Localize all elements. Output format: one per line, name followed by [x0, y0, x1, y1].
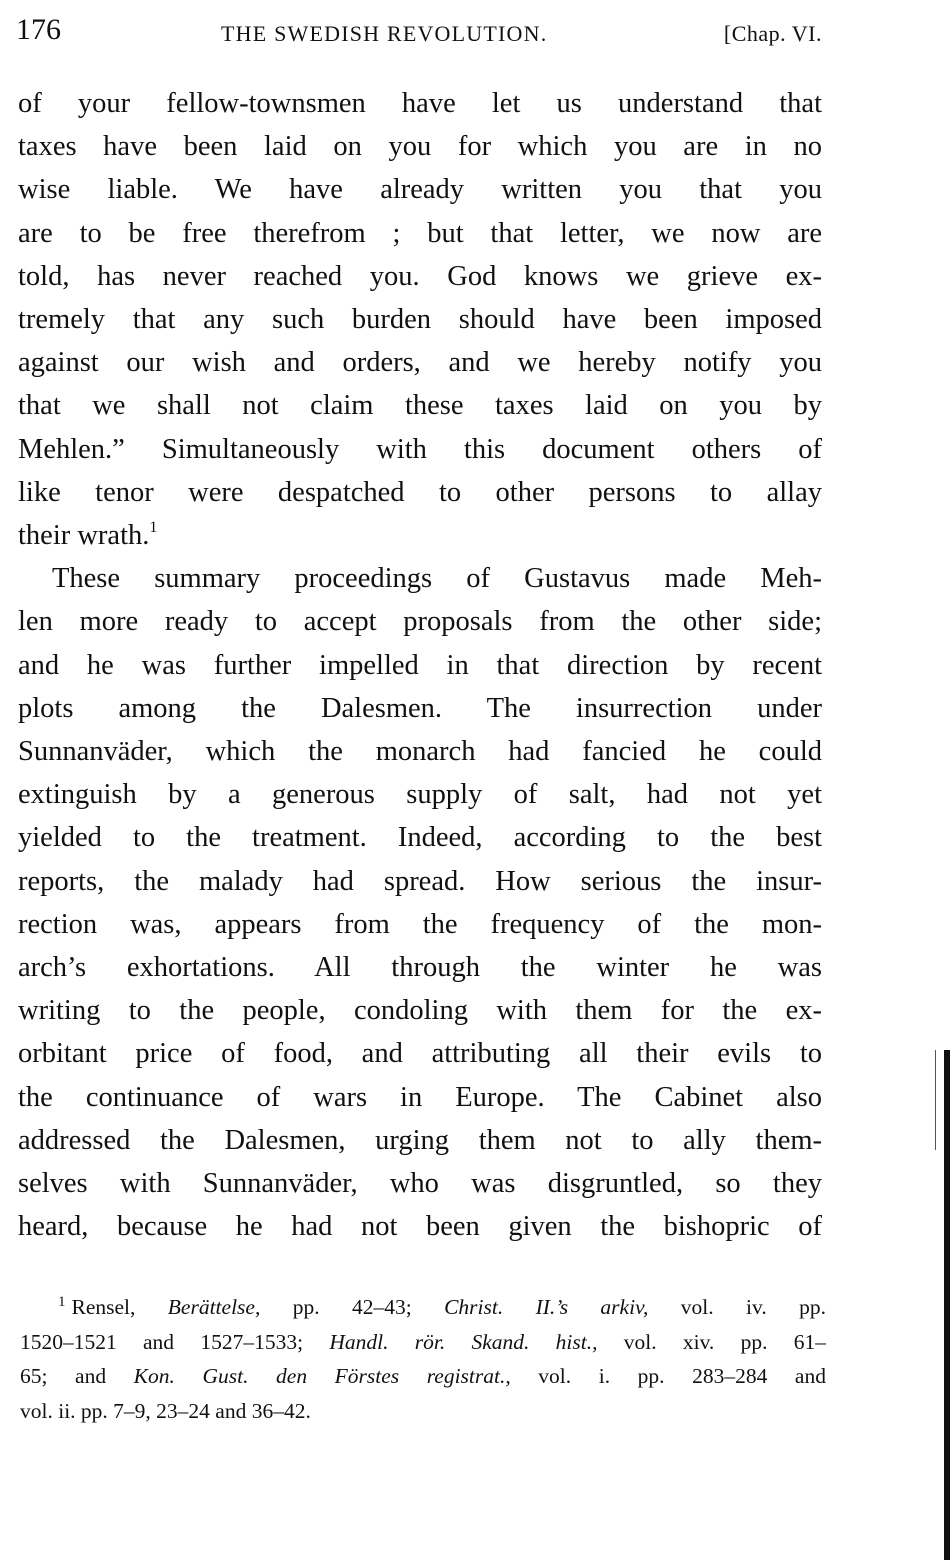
paragraph-2 [18, 557, 822, 1248]
scan-edge-shadow [944, 1050, 950, 1560]
text-line: heard, because he had not been given the bishopric of [18, 1211, 822, 1243]
text-line: yielded to the treatment. Indeed, according to the best [18, 822, 822, 854]
text-line: writing to the people, condoling with them for the ex- [18, 995, 822, 1027]
footnote-text: Rensel, [71, 1295, 168, 1319]
text-line: These summary proceedings of Gustavus made Meh- [52, 563, 822, 595]
footnote-citation-title: Kon. Gust. den Förstes registrat., [133, 1364, 511, 1389]
text-line: rection was, appears from the frequency of the mon- [18, 908, 822, 940]
footnote-reference: 1 [149, 519, 158, 537]
text-line: told, has never reached you. God knows we grieve ex- [18, 260, 822, 292]
footnotes [20, 1290, 826, 1428]
text-line: against our wish and orders, and we hereby notify you [18, 347, 822, 379]
text-line: len more ready to accept proposals from the other side; [18, 606, 822, 638]
text-line: and he was further impelled in that direction by recent [18, 649, 822, 681]
text-line: wise liable. We have already written you that you [18, 174, 822, 206]
footnote-text: 1520–1521 and 1527–1533; [20, 1329, 330, 1354]
text-line: the continuance of wars in Europe. The Cabinet also [18, 1081, 822, 1113]
text-line: Sunnanväder, which the monarch had fancied he could [18, 736, 822, 768]
footnote-citation-title: Handl. rör. Skand. hist., [329, 1329, 598, 1354]
footnote-line [20, 1359, 826, 1394]
scan-edge-line [935, 1050, 936, 1150]
text-line: arch’s exhortations. All through the winter he was [18, 952, 822, 984]
body-text [18, 82, 822, 1248]
footnote-line [20, 1290, 826, 1325]
footnote-citation-title: Christ. II.’s arkiv, [444, 1295, 649, 1319]
text-line: that we shall not claim these taxes laid on you by [18, 390, 822, 422]
text-line: reports, the malady had spread. How serious the insur- [18, 865, 822, 897]
text-line: Mehlen.” Simultaneously with this document others of [18, 433, 822, 465]
text-line [18, 514, 822, 557]
text-line: like tenor were despatched to other persons to allay [18, 476, 822, 508]
page-header [16, 12, 822, 52]
text-line-content: their wrath. [18, 520, 150, 552]
footnote-text: vol. xiv. pp. 61– [597, 1329, 826, 1354]
text-line: are to be free therefrom ; but that letter, we now are [18, 217, 822, 249]
paragraph-1 [18, 82, 822, 557]
footnote-marker: 1 [58, 1294, 66, 1310]
text-line: of your fellow-townsmen have let us understand that [18, 88, 822, 119]
text-line: orbitant price of food, and attributing all their evils to [18, 1038, 822, 1070]
text-line: tremely that any such burden should have been imposed [18, 304, 822, 336]
footnote-line: vol. ii. pp. 7–9, 23–24 and 36–42. [20, 1398, 311, 1423]
footnote-line [20, 1325, 826, 1360]
text-line: addressed the Dalesmen, urging them not to ally them- [18, 1124, 822, 1156]
text-line: taxes have been laid on you for which you are in no [18, 131, 822, 163]
text-line: extinguish by a generous supply of salt, had not yet [18, 779, 822, 811]
footnote-text: vol. i. pp. 283–284 and [510, 1364, 826, 1389]
footnote-text: 65; and [20, 1364, 134, 1389]
chapter-reference: [Chap. VI. [723, 21, 822, 46]
text-line: plots among the Dalesmen. The insurrection under [18, 692, 822, 724]
page-number: 176 [16, 13, 61, 46]
running-title: THE SWEDISH REVOLUTION. [221, 21, 548, 46]
footnote-text: pp. 42–43; [260, 1295, 445, 1319]
footnote-citation-title: Berättelse, [167, 1295, 261, 1319]
text-line: selves with Sunnanväder, who was disgruntled, so they [18, 1168, 822, 1200]
footnote-text: vol. iv. pp. [648, 1295, 826, 1319]
